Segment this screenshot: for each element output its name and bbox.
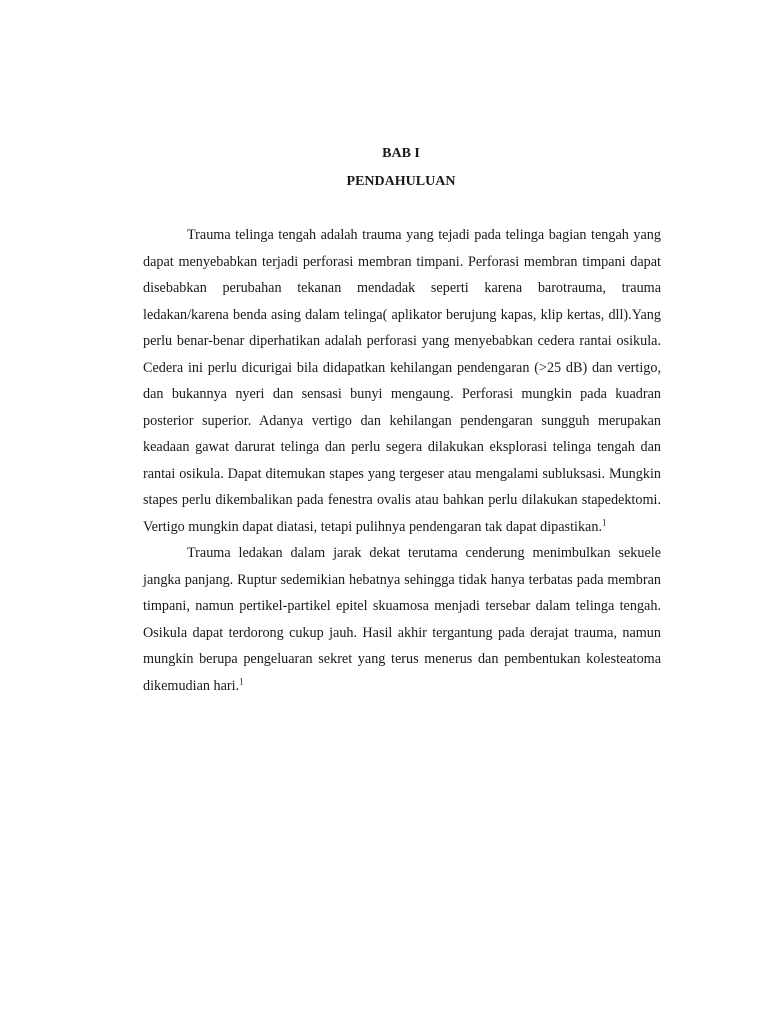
citation-marker: 1 [239,675,244,686]
chapter-title: PENDAHULUAN [346,174,456,189]
paragraph-1 [143,222,661,540]
citation-marker: 1 [602,516,607,527]
paragraph-2-text: Trauma ledakan dalam jarak dekat terutama cenderung menimbulkan sekuele jangka panjang. Ruptur sedemikian hebatnya sehingga tidak hanya terbatas pada membran timpani, namun pertikel-partikel epitel skuamosa menjadi tersebar dalam telinga tengah. Osikula dapat terdorong cukup jauh. Hasil akhir tergantung pada derajat trauma, namun mungkin berupa pengeluaran sekret yang terus menerus dan pembentukan kolesteatoma dikemudian hari. [143,545,661,694]
chapter-number: BAB I [382,146,420,161]
body-text [143,222,661,699]
paragraph-1-text: Trauma telinga tengah adalah trauma yang tejadi pada telinga bagian tengah yang dapat menyebabkan terjadi perforasi membran timpani. Perforasi membran timpani dapat disebabkan perubahan tekanan mendadak seperti karena barotrauma, trauma ledakan/karena benda asing dalam telinga( aplikator berujung kapas, klip kertas, dll).Yang perlu benar-benar diperhatikan adalah perforasi yang menyebabkan cedera rantai osikula. Cedera ini perlu dicurigai bila didapatkan kehilangan pendengaran (>25 dB) dan vertigo, dan bukannya nyeri dan sensasi bunyi mengaung. Perforasi mungkin pada kuadran posterior superior. Adanya vertigo dan kehilangan pendengaran sungguh merupakan keadaan gawat darurat telinga dan perlu segera dilakukan eksplorasi telinga tengah dan rantai osikula. Dapat ditemukan stapes yang tergeser atau mengalami subluksasi. Mungkin stapes perlu dikembalikan pada fenestra ovalis atau bahkan perlu dilakukan stapedektomi. Vertigo mungkin dapat diatasi, tetapi pulihnya pendengaran tak dapat dipastikan. [143,227,661,535]
paragraph-2 [143,540,661,699]
